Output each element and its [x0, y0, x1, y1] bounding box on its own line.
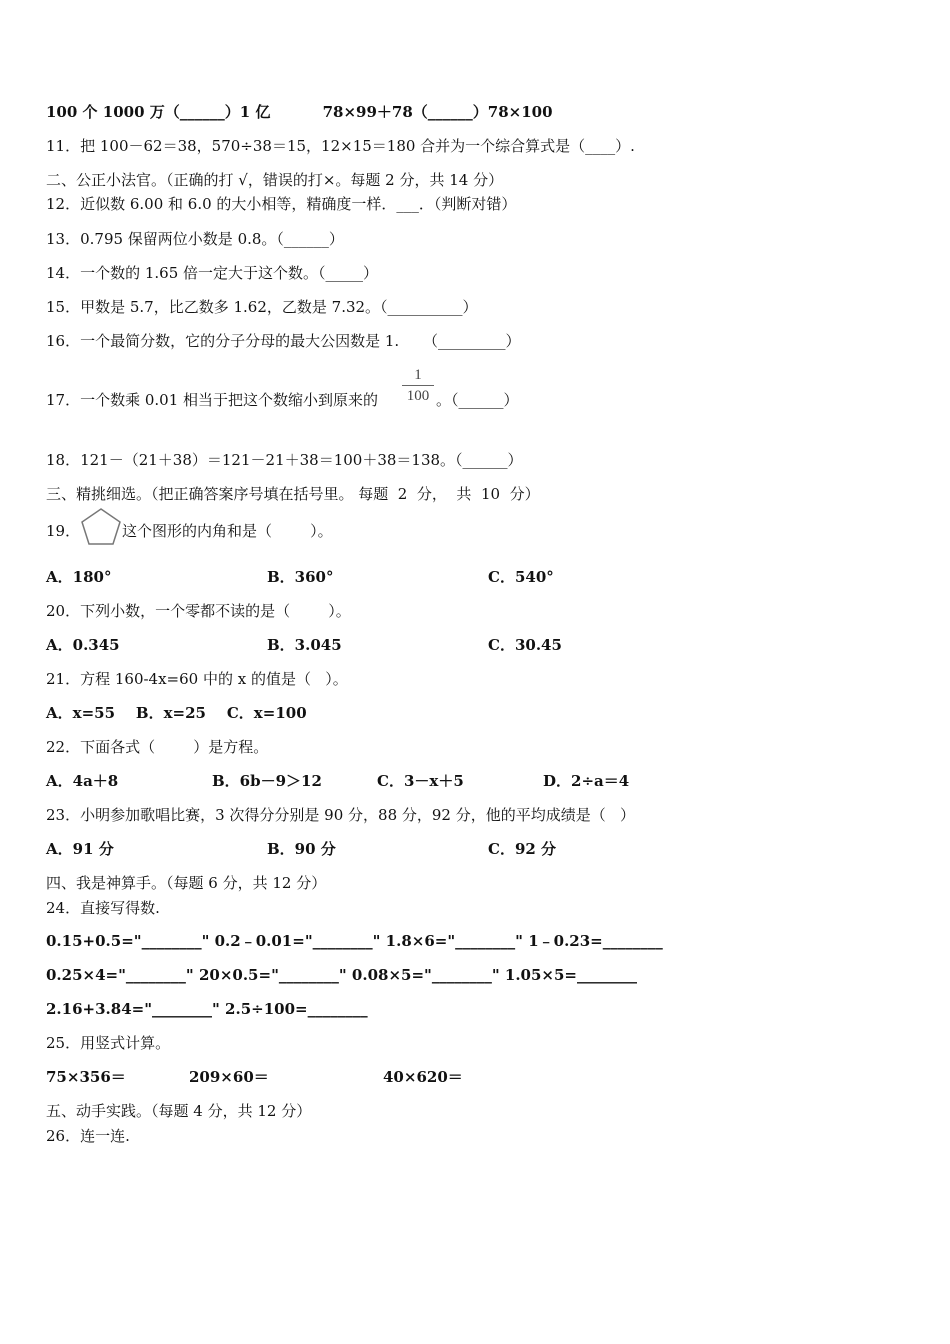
question-21: 21．方程 160-4x=60 中的 x 的值是（ ）。: [46, 670, 348, 688]
fraction-bar: [402, 385, 434, 386]
line-q10: 100 个 1000 万（______）1 亿 78×99＋78（______）78×100: [46, 103, 553, 121]
q23-option-a: A．91 分: [46, 840, 114, 858]
pentagon-figure: [80, 507, 122, 547]
question-12: 12．近似数 6.00 和 6.0 的大小相等，精确度一样．___．（判断对错）: [46, 195, 517, 213]
question-23: 23．小明参加歌唱比赛，3 次得分分别是 90 分，88 分，92 分，他的平均成绩是（ ）: [46, 806, 636, 824]
section-2-title: 二、公正小法官。（正确的打 √，错误的打×。每题 2 分，共 14 分）: [46, 171, 504, 189]
q19-option-b: B．360°: [267, 568, 334, 586]
q22-option-d: D．2÷a＝4: [543, 772, 630, 790]
q22-option-c: C．3－x＋5: [377, 772, 464, 790]
question-15: 15．甲数是 5.7，比乙数多 1.62，乙数是 7.32。（__________）: [46, 298, 478, 316]
q23-option-b: B．90 分: [267, 840, 336, 858]
calc-row-2: 0.25×4="________" 20×0.5="________" 0.08×5="________" 1.05×5=________: [46, 966, 637, 984]
question-14: 14．一个数的 1.65 倍一定大于这个数。（_____）: [46, 264, 379, 282]
question-25: 25．用竖式计算。: [46, 1034, 171, 1052]
question-17-tail: 。（______）: [436, 391, 519, 409]
section-3-title: 三、精挑细选。（把正确答案序号填在括号里。 每题 2 分， 共 10 分）: [46, 485, 540, 503]
q21-options: A．x=55 B．x=25 C．x=100: [46, 704, 307, 722]
fraction-numerator: 1: [414, 367, 422, 383]
calc-row-1: 0.15+0.5="________" 0.2﹣0.01="________" 1.8×6="________" 1﹣0.23=________: [46, 932, 663, 950]
q19-option-a: A．180°: [46, 568, 112, 586]
question-18: 18．121－（21＋38）＝121－21＋38＝100＋38＝138。（______）: [46, 451, 523, 469]
q20-option-a: A．0.345: [46, 636, 120, 654]
question-16: 16．一个最简分数，它的分子分母的最大公因数是 1. （_________）: [46, 332, 521, 350]
q22-option-b: B．6b－9＞12: [212, 772, 322, 790]
section-4-title: 四、我是神算手。（每题 6 分，共 12 分）: [46, 874, 327, 892]
question-11: 11．把 100－62＝38，570÷38＝15，12×15＝180 合并为一个综合算式是（____）.: [46, 137, 635, 155]
q25-item-1: 75×356＝: [46, 1068, 126, 1086]
q23-option-c: C．92 分: [488, 840, 557, 858]
fraction-denominator: 100: [406, 388, 430, 404]
q19-option-c: C．540°: [488, 568, 554, 586]
question-24: 24．直接写得数.: [46, 899, 160, 917]
q25-item-3: 40×620＝: [383, 1068, 463, 1086]
q20-option-b: B．3.045: [267, 636, 342, 654]
question-19-number: 19．: [46, 522, 81, 540]
calc-row-3: 2.16+3.84="________" 2.5÷100=________: [46, 1000, 368, 1018]
question-22: 22．下面各式（ ）是方程。: [46, 738, 269, 756]
question-19-text: 这个图形的内角和是（ ）。: [122, 522, 333, 540]
question-26: 26．连一连.: [46, 1127, 130, 1145]
fraction-1-100: [402, 366, 434, 405]
question-13: 13．0.795 保留两位小数是 0.8。（______）: [46, 230, 344, 248]
question-17-text: 17．一个数乘 0.01 相当于把这个数缩小到原来的: [46, 391, 379, 409]
question-20: 20．下列小数，一个零都不读的是（ ）。: [46, 602, 351, 620]
q20-option-c: C．30.45: [488, 636, 562, 654]
q25-item-2: 209×60＝: [189, 1068, 269, 1086]
q22-option-a: A．4a＋8: [46, 772, 119, 790]
section-5-title: 五、动手实践。（每题 4 分，共 12 分）: [46, 1102, 312, 1120]
